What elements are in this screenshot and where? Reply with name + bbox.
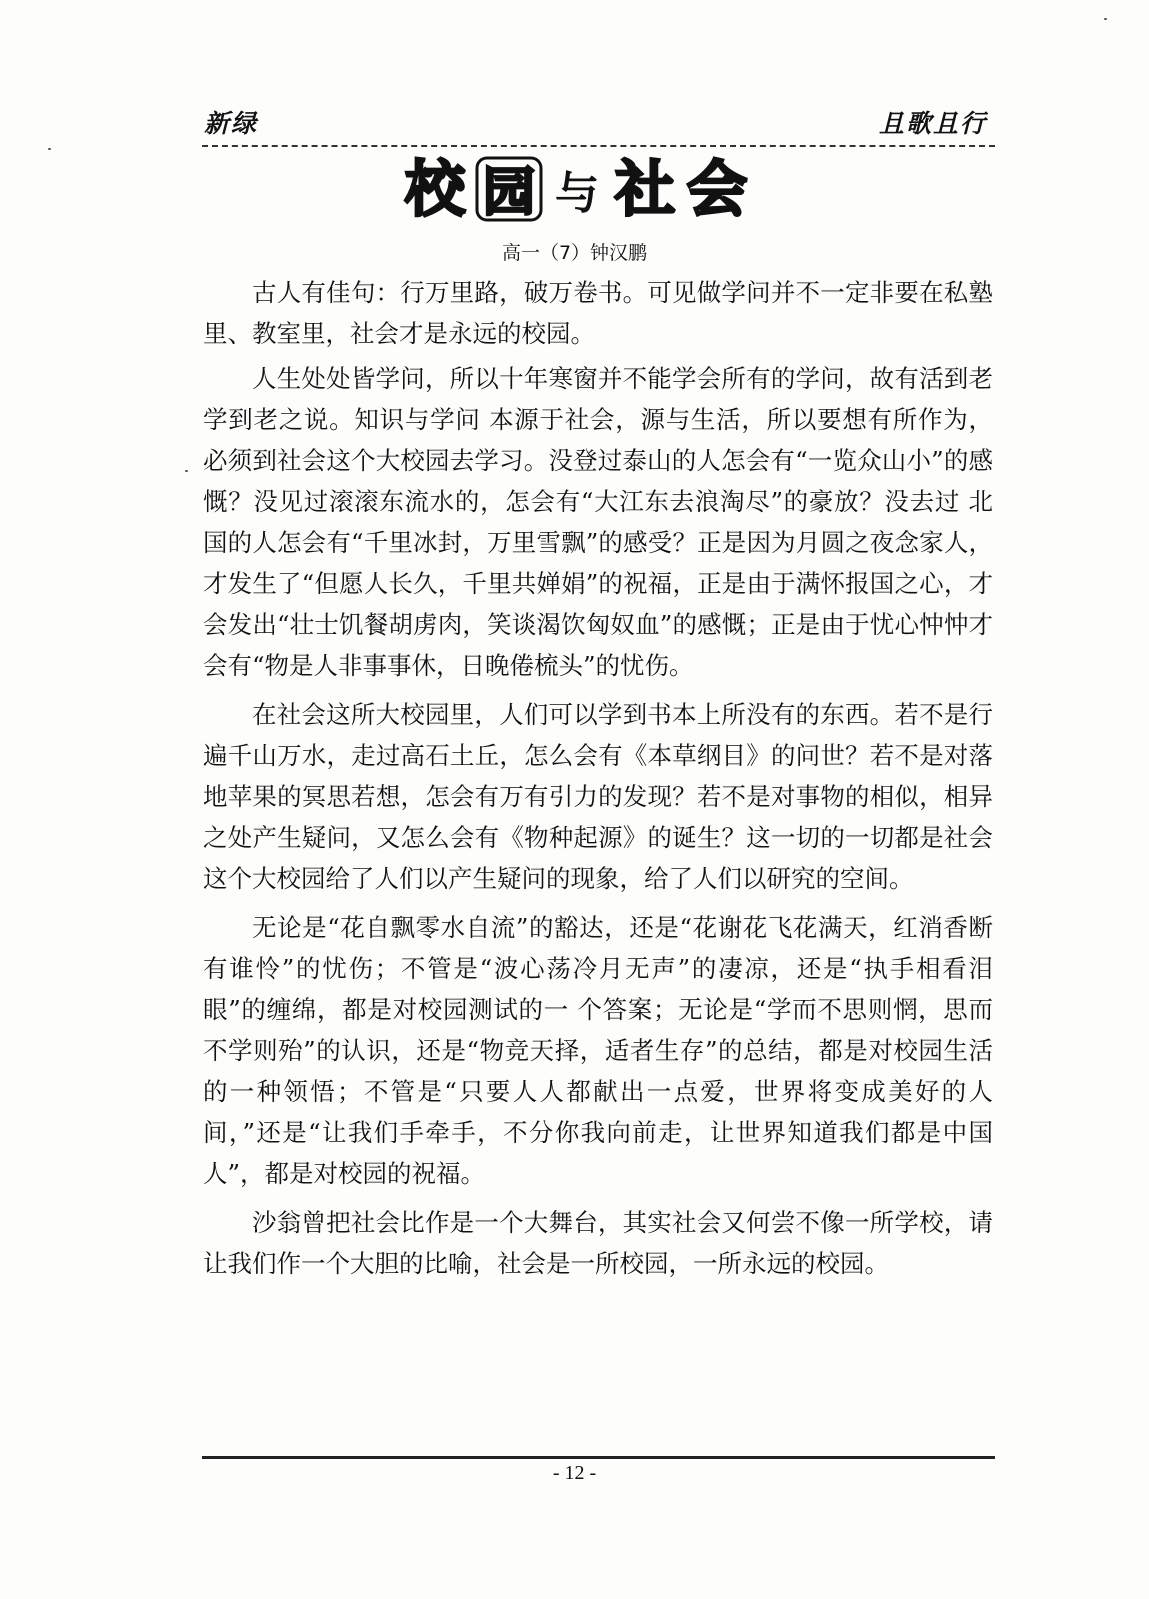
paragraph: 在社会这所大校园里，人们可以学到书本上所没有的东西。若不是行遍千山万水，走过高石土丘，怎么会有《本草纲目》的问世？若不是对落地苹果的冥思若想，怎会有万有引力的发现？若不是对事物的相似，相异之处产生疑问，又怎么会有《物种起源》的诞生？这一切的一切都是社会这个大校园给了人们以产生疑问的现象，给了人们以研究的空间。	[203, 700, 993, 893]
header-column-title: 且歌且行	[878, 109, 987, 138]
header-divider	[202, 145, 995, 147]
article-title	[0, 150, 1149, 230]
scan-speck	[48, 148, 51, 150]
paragraph: 无论是“花自飘零水自流”的豁达，还是“花谢花飞花满天，红消香断有谁怜”的忧伤；不管是“波心荡冷月无声”的凄凉，还是“执手相看泪眼”的缠绵，都是对校园测试的一 个答案；无论是“学而不思则惘，思而不学则殆”的认识，还是“物竞天择，适者生存”的总结，都是对校园生活的一种领悟；不管是“只要人人都献出一点爱，世界将变成美好的人间，”还是“让我们手牵手，不分你我向前走，让世界知道我们都是中国人”，都是对校园的祝福。	[203, 913, 993, 1188]
author-byline: 高一（7）钟汉鹏	[501, 242, 648, 264]
paragraph: 沙翁曾把社会比作是一个大舞台，其实社会又何尝不像一所学校，请让我们作一个大胆的比喻，社会是一所校园，一所永远的校园。	[203, 1208, 993, 1278]
title-char: 校	[404, 155, 465, 225]
title-char: 与	[554, 168, 599, 219]
page-header	[202, 104, 995, 144]
scan-speck	[1104, 18, 1107, 20]
paragraph: 人生处处皆学问，所以十年寒窗并不能学会所有的学问，故有活到老学到老之说。知识与学问 本源于社会，源与生活，所以要想有所作为，必须到社会这个大校园去学习。没登过泰山的人怎会有“一览众山小”的感慨？没见过滚滚东流水的，怎会有“大江东去浪淘尽”的豪放？没去过 北国的人怎会有“千里冰封，万里雪飘”的感受？正是因为月圆之夜念家人，才发生了“但愿人长久，千里共婵娟”的祝福，正是由于满怀报国之心，才会发出“壮士饥餐胡虏肉，笑谈渴饮匈奴血”的感慨；正是由于忧心忡忡才会有“物是人非事事休，日晚倦梳头”的忧伤。	[203, 364, 993, 680]
footer-divider	[202, 1456, 995, 1459]
title-char: 社	[614, 155, 675, 225]
page-number: - 12 -	[552, 1462, 597, 1484]
title-artwork	[395, 150, 755, 228]
header-section-title: 新绿	[204, 109, 259, 138]
paragraph: 古人有佳句：行万里路，破万卷书。可见做学问并不一定非要在私塾里、教室里，社会才是永远的校园。	[203, 278, 993, 348]
article-body	[203, 272, 993, 1286]
title-char: 会	[686, 155, 747, 225]
scan-speck	[185, 470, 188, 472]
title-char: 园	[482, 163, 535, 223]
